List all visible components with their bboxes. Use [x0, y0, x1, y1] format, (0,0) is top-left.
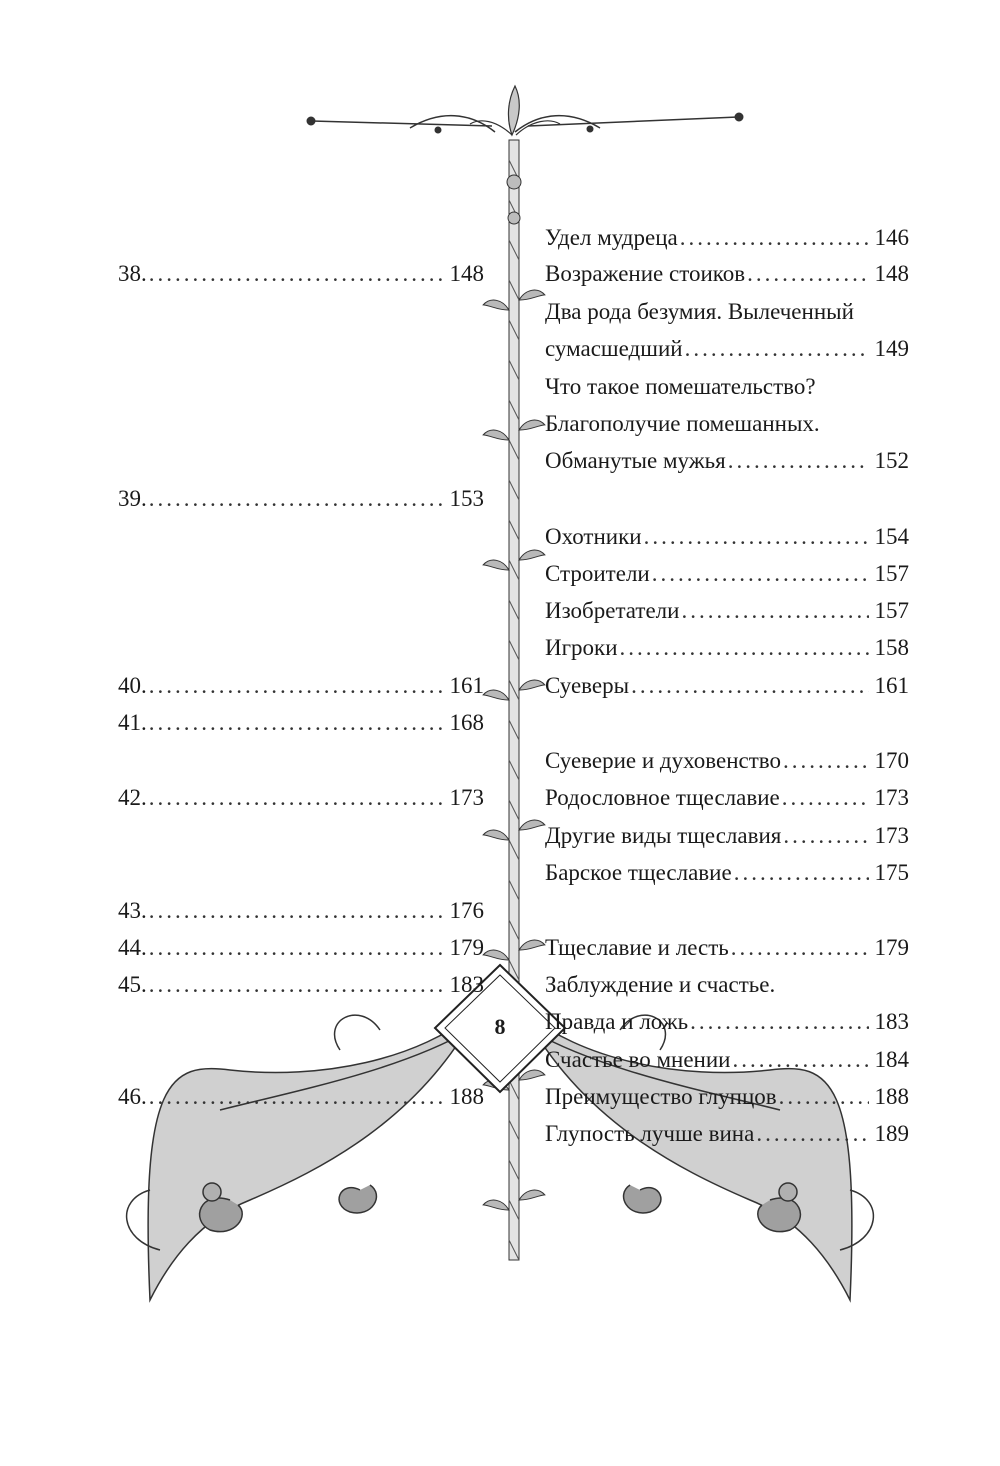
toc-entry: Родословное тщеславие ..... 173 — [545, 783, 909, 813]
toc-entry: Глупость лучше вина ..... 189 — [545, 1119, 909, 1149]
toc-entry-line: Что такое помешательство? — [545, 374, 816, 399]
toc-entry: Изобретатели ..... 157 — [545, 596, 909, 626]
toc-entry: Игроки ..... 158 — [545, 633, 909, 663]
left-entry: 42. ..... 173 — [118, 783, 484, 813]
left-entry: 45. ..... 183 — [118, 970, 484, 1000]
toc-entry: Правда и ложь ..... 183 — [545, 1007, 909, 1037]
left-entry: 39. ..... 153 — [118, 484, 484, 514]
page-number: 8 — [494, 1014, 506, 1039]
toc-entry-line: Благополучие помешанных. — [545, 411, 820, 436]
left-entry: 38. ..... 148 — [118, 259, 484, 289]
top-flourish — [307, 86, 743, 135]
left-entry: 41. ..... 168 — [118, 708, 484, 738]
toc-entry: Охотники ..... 154 — [545, 522, 909, 552]
toc-entry: Тщеславие и лесть ..... 179 — [545, 933, 909, 963]
left-entry: 46. ..... 188 — [118, 1082, 484, 1112]
toc-entry: сумасшедший ..... 149 — [545, 334, 909, 364]
toc-entry-line: Два рода безумия. Вылеченный — [545, 299, 854, 324]
toc-entry: Барское тщеславие ..... 175 — [545, 858, 909, 888]
toc-entry-line: Заблуждение и счастье. — [545, 972, 776, 997]
toc-entry: Суеверы ..... 161 — [545, 671, 909, 701]
left-entry: 44. ..... 179 — [118, 933, 484, 963]
toc-entry: Обманутые мужья ..... 152 — [545, 446, 909, 476]
toc-entry: Возражение стоиков ..... 148 — [545, 259, 909, 289]
toc-entry: Строители ..... 157 — [545, 559, 909, 589]
bottom-left-scroll — [127, 1010, 497, 1300]
toc-entry: Другие виды тщеславия ..... 173 — [545, 821, 909, 851]
toc-entry: Счастье во мнении ..... 184 — [545, 1045, 909, 1075]
left-entry: 43. ..... 176 — [118, 896, 484, 926]
central-vine — [483, 140, 545, 1260]
toc-entry: Преимущество глупцов ..... 188 — [545, 1082, 909, 1112]
toc-entry: Удел мудреца ..... 146 — [545, 223, 909, 253]
left-entry: 40. ..... 161 — [118, 671, 484, 701]
toc-entry: Суеверие и духовенство ..... 170 — [545, 746, 909, 776]
